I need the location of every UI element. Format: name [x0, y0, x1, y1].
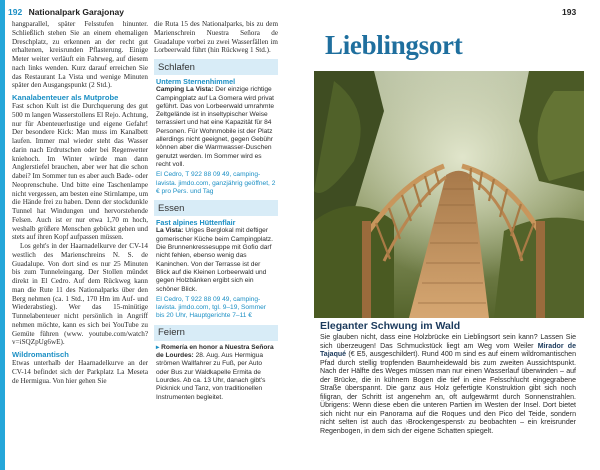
- feiern-box: [154, 325, 278, 402]
- body-text: (€ E5, ausgeschildert). Rund 400 m sind es auf einem wildromantischen Pfad durch stellig tropfenden Baumheidewald bis zum zweiten Aussichtspunkt. Nach der Hälfte des Weges müssen man nur einen Wasserlauf überwinden – auf der Brücke, die in kühnem Bogen die tief in eine Felsschlucht eingegrabene Straße überspannt. Die ganz aus Holz gefertigte Konstruktion gibt sich noch filigran, der Schritt ist angenehm an, oft aufgewärmt durch Sonnenstrahlen. Übrigens: Wenn diese eben die unteren Partien im Westen der Insel. Dort bietet sich nicht nur ein Panorama auf die Roques und den Pico del Teide, sondern nicht selten ist auch das ›Brockengespenst‹ zu beobachten – ein kreisrunder Regenbogen, in dem sich der eigene Schatten spiegelt.: [320, 351, 576, 436]
- subheading: Wildromantisch: [12, 350, 69, 359]
- place-name: Camping La Vista:: [156, 86, 214, 94]
- page-number-left: 192: [8, 7, 23, 17]
- place-text: Uriges Berglokal mit deftiger gomerischer Küche beim Campingplatz. Die Brunnenkressesuppe mit Gofio darf nicht fehlen, ebenso wenig das Kaninchen. Von der Terrasse ist der Blick auf die Kleinen Lorbeerwald und gegen Holzbänken ergibt sich ein schöner Blick.: [156, 227, 273, 293]
- paragraph: hangparallel, später Felsstufen hinunter. Schließlich stehen Sie an einem ehemaligen Dreschplatz, zu erkennen an der recht gut erhaltenen, kreisrunden Pflasterung. Einige Meter weiter verläuft ein Fahrweg, auf diesem nach links wenden. Kurz darauf erreichen Sie das Restaurant La Vista und wenige Minuten später den Ausgangspunkt (2 Std.).: [12, 20, 148, 90]
- place-highlight: Mirador de Tajaqué: [320, 342, 576, 359]
- contact-line: El Cedro, T 922 88 09 49, camping-lavista. jimdo.com, tgl. 9–19, Sommer bis 20 Uhr, Hauptgerichte 7–11 €: [156, 295, 266, 320]
- body-text: Sie glauben nicht, dass eine Holzbrücke ein Lieblingsort sein kann? Lassen Sie sich überzeugen! Das Schmuckstück liegt am Weg vom Weiler: [320, 334, 576, 350]
- event-text: 28. Aug. Aus Hermigua strömen Wallfahrer zu Fuß, per Auto oder Bus zur Waldkapelle Ermita de Lourdes. Ab ca. 13 Uhr, danach gibt's Picknick und Tanz, von traditionellen Instrumenten begleitet.: [156, 352, 266, 401]
- left-column-1: [12, 20, 148, 385]
- essen-box: [154, 200, 278, 321]
- bullet-icon: ▸: [156, 343, 160, 351]
- place-text: Der einzige richtige Campingplatz auf La Gomera wird privat geführt. Das von Lorbeerwald umrahmte Zeltgelände ist in inseltypischer Weise terrassiert und hat eine Kapazität für 84 Personen. Für Wohnmobile ist der Platz allerdings nicht geeignet, gegen Gebühr können aber die Warmwasser-Duschen genutzt werden. Im Sommer wird es recht voll.: [156, 86, 275, 168]
- paragraph: Etwas unterhalb der Haarnadelkurve an der CV-14 befindet sich der Parkplatz La Meseta de Hermigua. Von hier gehen Sie: [12, 359, 148, 385]
- section-title-schlafen: Schlafen: [154, 59, 278, 75]
- info-subheading: Fast alpines Hüttenflair: [156, 218, 236, 228]
- paragraph: Los geht's in der Haarnadelkurve der CV-14 westlich des Marienschreins N. S. de Guadalupe. Von dort sind es nur 25 Minuten bis zum Tunneleingang. Der Stollen mündet direkt in El Cedro. Auf dem Rückweg kann man die Rute 11 des Nationalparks über den Berg nehmen (ca. 1 Std., 170 Hm im Auf- und Wiederabstieg). Wer das 15-minütige Tunnelabenteuer nicht persönlich in Angriff nehmen möchte, kann es sich bei YouTube zu Gemüte führen (www. youtube.com/watch?v=iSQZpUg6wE).: [12, 242, 148, 347]
- place-name: La Vista:: [156, 227, 184, 235]
- feature-title: Lieblingsort: [325, 30, 463, 60]
- page-number-right: 193: [562, 7, 577, 17]
- subheading: Kanalabenteuer als Mutprobe: [12, 93, 119, 102]
- left-column-2: [154, 20, 278, 402]
- schlafen-box: [154, 59, 278, 196]
- section-title-essen: Essen: [154, 200, 278, 216]
- event-name: Romería en honor a Nuestra Señora de Lourdes:: [156, 343, 274, 360]
- contact-line: El Cedro, T 922 88 09 49, camping-lavista. jimdo.com, ganzjährig geöffnet, 2 € pro Pers. und Tag: [156, 171, 276, 195]
- header-title: Nationalpark Garajonay: [28, 7, 124, 17]
- paragraph: Fast schon Kult ist die Durchquerung des gut 500 m langen Wasserstollens El Rejo. Achtung, nur für Abenteuerlustige und eigene Gefahr! Der besondere Kick: Man muss im Kanalbett laufen. Immer mal wieder steht das Wasser darin nach Erdrutschen oder bei Regenwetter kniehoch. Im Winter würde man dann Anglerstiefel brauchen, aber wer hat die schon dabei? Im Sommer tun es aber auch Bade- oder Neoprenschuhe. Und bitte eine Taschenlampe nicht vergessen, am besten eine Stirnlampe, um die Hände frei zu haben. Denn der stockdunkle Tunnel hat Windungen und hervorstehende Felsen. Auch ist er nur etwa 1,70 m hoch, weshalb größere Menschen gebückt gehen und stets auf ihren Kopf aufpassen müssen.: [12, 102, 148, 242]
- photo-caption: Eleganter Schwung im Wald: [320, 320, 461, 332]
- section-title-feiern: Feiern: [154, 325, 278, 341]
- feature-body: [320, 334, 576, 437]
- paragraph: die Ruta 15 des Nationalparks, bis zu dem Marienschrein Nuestra Señora de Guadalupe vorbei zu zwei Wasserfällen im Lorbeerwald führt (hin Rückweg 1 Std.).: [154, 20, 278, 55]
- running-header: [8, 7, 124, 17]
- info-subheading: Unterm Sternenhimmel: [156, 77, 236, 86]
- page-edge-bar: [0, 0, 5, 470]
- bridge-photo: [314, 71, 584, 318]
